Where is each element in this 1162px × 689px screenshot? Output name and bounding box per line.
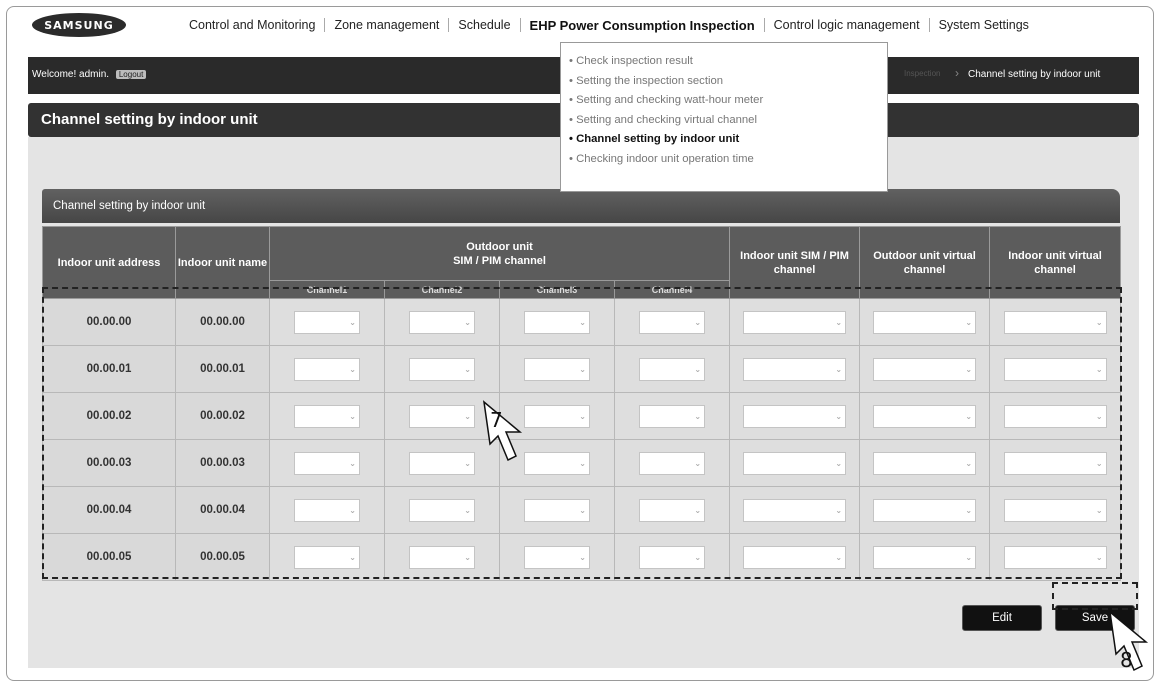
- chevron-down-icon: ⌄: [694, 411, 702, 421]
- pointer-cursor-icon: [476, 398, 536, 468]
- cell-address: 00.00.05: [43, 534, 176, 581]
- chevron-down-icon: ⌄: [1095, 317, 1103, 327]
- chevron-down-icon: ⌄: [579, 317, 586, 327]
- cell-select: [990, 440, 1121, 487]
- samsung-logo: SAMSUNG: [32, 13, 126, 37]
- chevron-down-icon: ⌄: [579, 411, 586, 421]
- channel4-select[interactable]: [639, 499, 705, 522]
- channel4-select[interactable]: [639, 452, 705, 475]
- channel1-select[interactable]: [294, 452, 360, 475]
- nav-system-settings[interactable]: System Settings: [938, 18, 1029, 32]
- table-row: [43, 487, 1121, 534]
- header-indoor-virtual: Indoor unit virtual channel: [990, 227, 1121, 299]
- header-address: Indoor unit address: [43, 227, 176, 299]
- cell-select: [730, 393, 860, 440]
- indoor-virtual-select[interactable]: [1004, 546, 1107, 569]
- cell-select: [860, 534, 990, 581]
- cell-select: [730, 534, 860, 581]
- cell-select: [860, 299, 990, 346]
- cell-select: [500, 299, 615, 346]
- channel4-select[interactable]: [639, 405, 705, 428]
- cell-select: [990, 534, 1121, 581]
- channel4-select[interactable]: [639, 358, 705, 381]
- chevron-down-icon: ⌄: [349, 505, 356, 515]
- save-button[interactable]: Save: [1055, 605, 1135, 631]
- channel3-select[interactable]: [524, 499, 590, 522]
- chevron-down-icon: ⌄: [579, 552, 586, 562]
- indoor-sim-pim-select[interactable]: [743, 546, 846, 569]
- chevron-down-icon: ⌄: [464, 458, 471, 468]
- channel3-select[interactable]: [524, 546, 590, 569]
- nav-control-logic[interactable]: Control logic management: [773, 18, 920, 32]
- channel1-select[interactable]: [294, 311, 360, 334]
- channel2-select[interactable]: [409, 358, 475, 381]
- cell-select: [500, 534, 615, 581]
- table-row: [43, 440, 1121, 487]
- chevron-down-icon: ⌄: [965, 411, 973, 421]
- cell-select: [860, 393, 990, 440]
- chevron-down-icon: ⌄: [835, 458, 843, 468]
- cell-select: [860, 440, 990, 487]
- header-name: Indoor unit name: [176, 227, 270, 299]
- indoor-virtual-select[interactable]: [1004, 405, 1107, 428]
- breadcrumb-chevron-icon: ›: [955, 66, 959, 80]
- chevron-down-icon: ⌄: [694, 364, 702, 374]
- cell-name: 00.00.02: [176, 393, 270, 440]
- welcome-label: Welcome! admin.: [32, 69, 110, 80]
- indoor-virtual-select[interactable]: [1004, 311, 1107, 334]
- chevron-down-icon: ⌄: [694, 458, 702, 468]
- outdoor-virtual-select[interactable]: [873, 405, 976, 428]
- chevron-down-icon: ⌄: [965, 458, 973, 468]
- cell-select: [270, 440, 385, 487]
- chevron-down-icon: ⌄: [1095, 505, 1103, 515]
- menu-item-virtual-channel[interactable]: • Setting and checking virtual channel: [569, 113, 757, 126]
- cell-select: [990, 487, 1121, 534]
- table-row: [43, 393, 1121, 440]
- menu-item-check-inspection[interactable]: • Check inspection result: [569, 55, 693, 67]
- nav-ehp-power-inspection[interactable]: EHP Power Consumption Inspection: [529, 17, 755, 33]
- cell-address: 00.00.03: [43, 440, 176, 487]
- indoor-sim-pim-select[interactable]: [743, 499, 846, 522]
- channel1-select[interactable]: [294, 546, 360, 569]
- chevron-down-icon: ⌄: [835, 364, 843, 374]
- breadcrumb-current: Channel setting by indoor unit: [968, 69, 1101, 80]
- page-title: Channel setting by indoor unit: [28, 103, 1139, 137]
- table-row: [43, 346, 1121, 393]
- chevron-down-icon: ⌄: [835, 317, 843, 327]
- header-channel1: Channel1: [270, 281, 385, 299]
- chevron-down-icon: ⌄: [835, 505, 843, 515]
- chevron-down-icon: ⌄: [965, 505, 973, 515]
- callout-step8: [1104, 608, 1160, 685]
- cell-select: [615, 346, 730, 393]
- channel4-select[interactable]: [639, 546, 705, 569]
- cell-select: [270, 346, 385, 393]
- chevron-down-icon: ⌄: [464, 364, 471, 374]
- chevron-down-icon: ⌄: [579, 458, 586, 468]
- callout-step7: [476, 398, 536, 473]
- cell-name: 00.00.01: [176, 346, 270, 393]
- chevron-down-icon: ⌄: [835, 552, 843, 562]
- channel3-select[interactable]: [524, 311, 590, 334]
- nav-zone-management[interactable]: Zone management: [334, 18, 440, 32]
- channel1-select[interactable]: [294, 405, 360, 428]
- outdoor-virtual-select[interactable]: [873, 311, 976, 334]
- menu-item-operation-time[interactable]: • Checking indoor unit operation time: [569, 152, 754, 165]
- cell-address: 00.00.04: [43, 487, 176, 534]
- indoor-virtual-select[interactable]: [1004, 499, 1107, 522]
- chevron-down-icon: ⌄: [464, 552, 471, 562]
- section-title: Channel setting by indoor unit: [42, 189, 1120, 223]
- table-row: [43, 534, 1121, 581]
- callout-number: 7: [490, 408, 503, 432]
- cell-select: [730, 440, 860, 487]
- channel2-select[interactable]: [409, 546, 475, 569]
- indoor-sim-pim-select[interactable]: [743, 311, 846, 334]
- chevron-down-icon: ⌄: [1095, 552, 1103, 562]
- cell-select: [990, 346, 1121, 393]
- cell-select: [860, 487, 990, 534]
- cell-select: [385, 534, 500, 581]
- chevron-down-icon: ⌄: [349, 317, 356, 327]
- chevron-down-icon: ⌄: [965, 552, 973, 562]
- outdoor-virtual-select[interactable]: [873, 499, 976, 522]
- cell-select: [730, 487, 860, 534]
- chevron-down-icon: ⌄: [835, 411, 843, 421]
- outdoor-virtual-select[interactable]: [873, 546, 976, 569]
- chevron-down-icon: ⌄: [579, 364, 586, 374]
- cell-select: [990, 299, 1121, 346]
- nav-control-monitoring[interactable]: Control and Monitoring: [189, 18, 316, 32]
- outdoor-virtual-select[interactable]: [873, 358, 976, 381]
- channel4-select[interactable]: [639, 311, 705, 334]
- cell-select: [500, 487, 615, 534]
- logout-button[interactable]: Logout: [116, 70, 146, 79]
- cell-select: [270, 393, 385, 440]
- top-navigation: [180, 15, 1038, 35]
- header-outdoor-virtual: Outdoor unit virtual channel: [860, 227, 990, 299]
- header-outdoor-line2: SIM / PIM channel: [453, 254, 546, 267]
- indoor-sim-pim-select[interactable]: [743, 405, 846, 428]
- channel3-select[interactable]: [524, 358, 590, 381]
- cell-select: [500, 346, 615, 393]
- header-outdoor-line1: Outdoor unit: [466, 240, 533, 253]
- header-channel4: Channel4: [615, 281, 730, 299]
- cell-address: 00.00.02: [43, 393, 176, 440]
- cell-name: 00.00.03: [176, 440, 270, 487]
- chevron-down-icon: ⌄: [965, 364, 973, 374]
- cell-name: 00.00.04: [176, 487, 270, 534]
- cell-select: [385, 299, 500, 346]
- cell-select: [615, 440, 730, 487]
- cell-select: [385, 346, 500, 393]
- channel2-select[interactable]: [409, 405, 475, 428]
- header-channel2: Channel2: [385, 281, 500, 299]
- menu-item-channel-by-indoor-unit[interactable]: • Channel setting by indoor unit: [569, 133, 740, 145]
- edit-button[interactable]: Edit: [962, 605, 1042, 631]
- nav-schedule[interactable]: Schedule: [458, 18, 511, 32]
- channel2-select[interactable]: [409, 452, 475, 475]
- cell-select: [615, 393, 730, 440]
- inspection-dropdown-menu: [560, 42, 888, 192]
- channel2-select[interactable]: [409, 311, 475, 334]
- header-indoor-sim-pim: Indoor unit SIM / PIM channel: [730, 227, 860, 299]
- cell-select: [615, 487, 730, 534]
- indoor-virtual-select[interactable]: [1004, 358, 1107, 381]
- indoor-sim-pim-select[interactable]: [743, 358, 846, 381]
- chevron-down-icon: ⌄: [464, 411, 471, 421]
- breadcrumb-parent[interactable]: Inspection: [904, 69, 941, 78]
- welcome-text: [32, 69, 146, 80]
- chevron-down-icon: ⌄: [349, 458, 356, 468]
- cell-select: [615, 534, 730, 581]
- cell-select: [730, 299, 860, 346]
- cell-select: [860, 346, 990, 393]
- chevron-down-icon: ⌄: [694, 505, 702, 515]
- cell-name: 00.00.05: [176, 534, 270, 581]
- callout-number: 8: [1120, 648, 1133, 672]
- chevron-down-icon: ⌄: [965, 317, 973, 327]
- chevron-down-icon: ⌄: [464, 317, 471, 327]
- cell-select: [615, 299, 730, 346]
- cell-select: [270, 487, 385, 534]
- cell-name: 00.00.00: [176, 299, 270, 346]
- table-row: [43, 299, 1121, 346]
- channel1-select[interactable]: [294, 358, 360, 381]
- header-channel3: Channel3: [500, 281, 615, 299]
- outdoor-virtual-select[interactable]: [873, 452, 976, 475]
- chevron-down-icon: ⌄: [349, 552, 356, 562]
- channel1-select[interactable]: [294, 499, 360, 522]
- menu-item-watt-hour-meter[interactable]: • Setting and checking watt-hour meter: [569, 94, 764, 106]
- cell-address: 00.00.00: [43, 299, 176, 346]
- chevron-down-icon: ⌄: [1095, 458, 1103, 468]
- chevron-down-icon: ⌄: [694, 552, 702, 562]
- chevron-down-icon: ⌄: [464, 505, 471, 515]
- chevron-down-icon: ⌄: [1095, 411, 1103, 421]
- menu-item-inspection-section[interactable]: • Setting the inspection section: [569, 74, 724, 87]
- cell-address: 00.00.01: [43, 346, 176, 393]
- indoor-sim-pim-select[interactable]: [743, 452, 846, 475]
- chevron-down-icon: ⌄: [694, 317, 702, 327]
- chevron-down-icon: ⌄: [579, 505, 586, 515]
- cell-select: [385, 487, 500, 534]
- indoor-virtual-select[interactable]: [1004, 452, 1107, 475]
- header-outdoor-sim-pim: [270, 227, 730, 281]
- chevron-down-icon: ⌄: [1095, 364, 1103, 374]
- cell-select: [990, 393, 1121, 440]
- chevron-down-icon: ⌄: [349, 411, 356, 421]
- cell-select: [270, 534, 385, 581]
- cell-select: [270, 299, 385, 346]
- cell-select: [730, 346, 860, 393]
- channel2-select[interactable]: [409, 499, 475, 522]
- chevron-down-icon: ⌄: [349, 364, 356, 374]
- channel-table: [42, 226, 1121, 581]
